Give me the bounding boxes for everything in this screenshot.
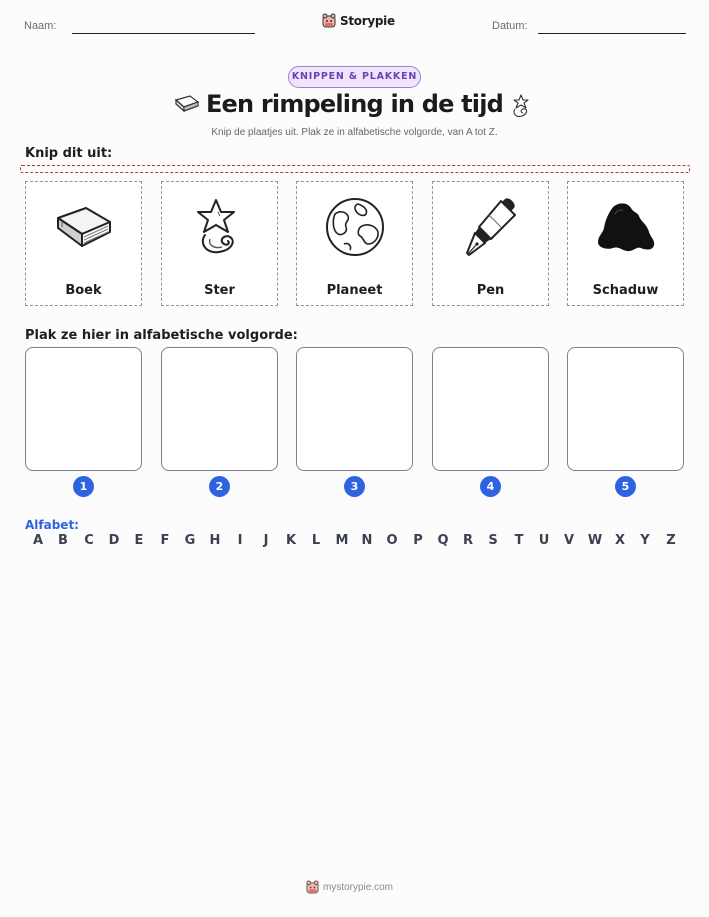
paste-box-2[interactable] [161,347,278,471]
name-label: Naam: [24,20,57,32]
alphabet-letter: M [335,533,349,548]
shadow-blob-icon [593,198,659,256]
paste-box-1[interactable] [25,347,142,471]
alphabet-letter: X [614,533,626,548]
date-label: Datum: [492,20,528,32]
alphabet-row [30,533,685,551]
instructions: Knip de plaatjes uit. Plak ze in alfabetische volgorde, van A tot Z. [211,127,498,138]
alphabet-letter: J [263,533,269,548]
alphabet-letter: A [32,533,44,548]
paste-section-heading: Plak ze hier in alfabetische volgorde: [25,328,298,343]
alphabet-letter: T [514,533,524,548]
alphabet-letter: E [134,533,144,548]
alphabet-letter: H [209,533,221,548]
book-icon [52,202,116,252]
footer-url: mystorypie.com [323,881,394,893]
cut-card-planet[interactable] [296,181,413,306]
alphabet-title: Alfabet: [25,518,79,532]
alphabet-letter: O [386,533,398,548]
cut-card-shadow[interactable] [567,181,684,306]
footer [306,880,393,894]
alphabet-letter: C [84,533,94,548]
cut-section-heading: Knip dit uit: [25,146,113,161]
activity-badge: KNIPPEN & PLAKKEN [288,66,421,88]
alphabet-letter: N [361,533,373,548]
alphabet-letter: K [285,533,297,548]
cut-card-book[interactable] [25,181,142,306]
alphabet-letter: D [108,533,120,548]
alphabet-letter: G [184,533,196,548]
star-swirl-icon [509,93,533,119]
shooting-star-icon [192,197,248,257]
alphabet-letter: R [462,533,473,548]
planet-icon [324,196,386,258]
card-label: Ster [204,283,235,298]
alphabet-letter: I [237,533,243,548]
brand-name: Storypie [340,13,395,28]
cut-card-star[interactable] [161,181,278,306]
worksheet-title: Een rimpeling in de tijd [205,90,504,118]
alphabet-letter: P [413,533,423,548]
alphabet-letter: V [563,533,575,548]
alphabet-letter: F [160,533,170,548]
date-line[interactable] [538,33,686,34]
paste-box-4[interactable] [432,347,549,471]
alphabet-letter: U [538,533,550,548]
order-number-4: 4 [480,476,501,497]
order-number-1: 1 [73,476,94,497]
alphabet-letter: W [587,533,603,548]
cut-line [20,165,690,173]
brand-logo [322,13,395,28]
worksheet-header [0,0,709,45]
order-number-3: 3 [344,476,365,497]
storypie-logo-icon [306,880,319,894]
fountain-pen-icon [461,195,521,259]
cut-card-pen[interactable] [432,181,549,306]
order-number-5: 5 [615,476,636,497]
alphabet-letter: L [311,533,321,548]
paste-box-3[interactable] [296,347,413,471]
card-label: Planeet [326,283,383,298]
alphabet-letter: Z [666,533,676,548]
alphabet-letter: S [488,533,498,548]
alphabet-letter: Q [437,533,449,548]
card-label: Schaduw [592,283,659,298]
name-line[interactable] [72,33,255,34]
card-label: Boek [65,283,102,298]
alphabet-letter: B [58,533,68,548]
paste-box-5[interactable] [567,347,684,471]
storypie-logo-icon [322,13,336,28]
order-number-2: 2 [209,476,230,497]
alphabet-letter: Y [640,533,650,548]
card-label: Pen [476,283,505,298]
